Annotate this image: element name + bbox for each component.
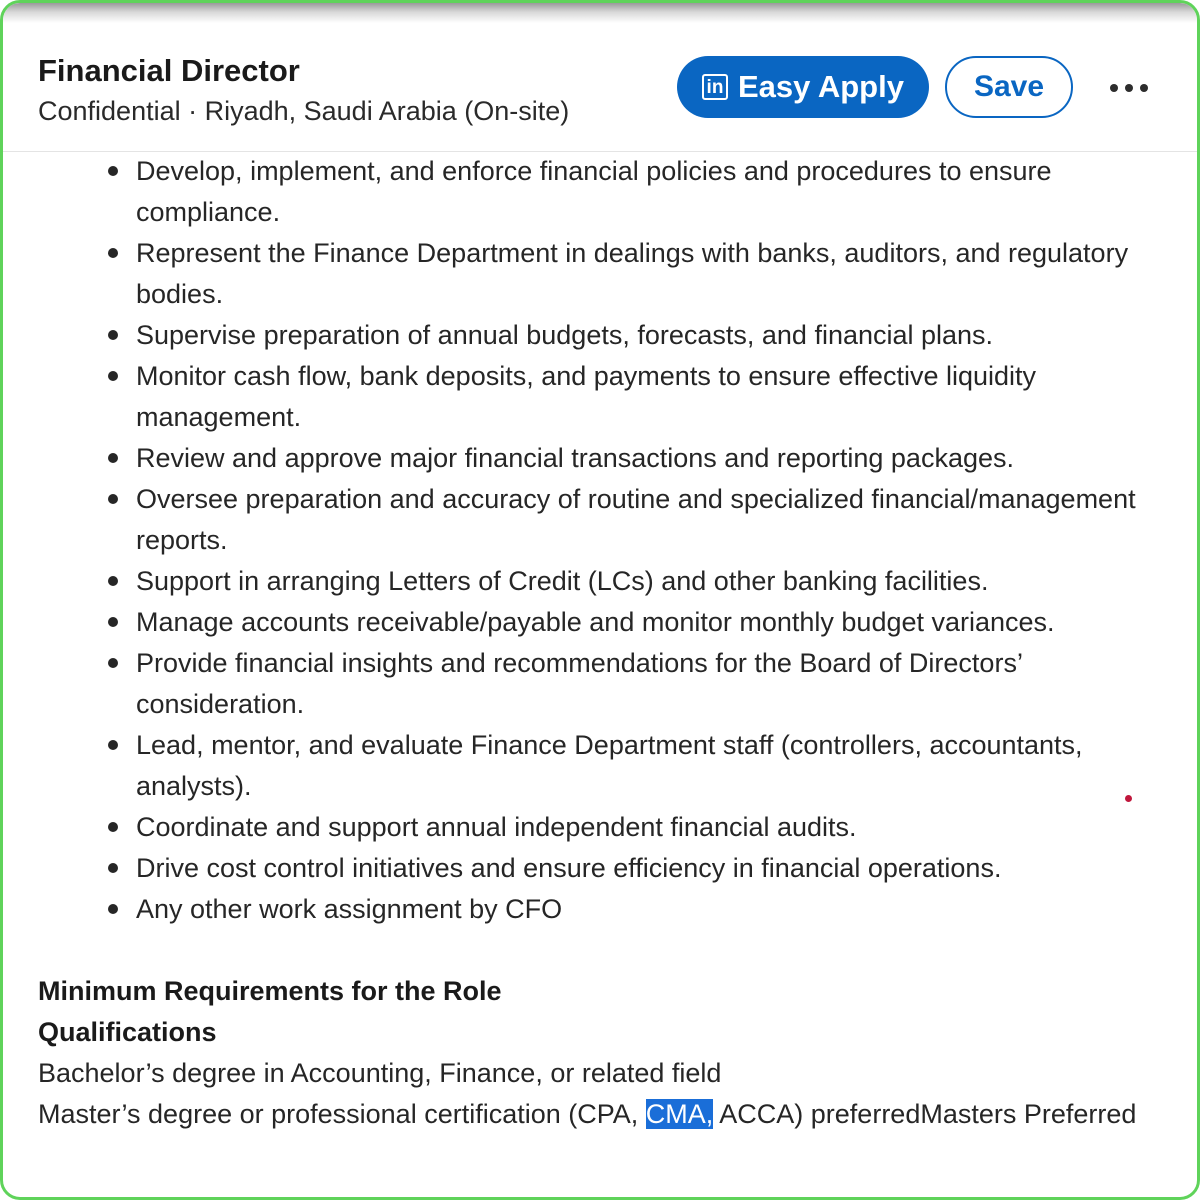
qualification-line: Bachelor’s degree in Accounting, Finance, or related field bbox=[38, 1058, 722, 1088]
job-subtitle: Confidential · Riyadh, Saudi Arabia (On-site) bbox=[38, 96, 570, 126]
qualifications-heading: Qualifications bbox=[38, 1017, 217, 1047]
list-item-continuation: compliance. bbox=[136, 197, 281, 227]
job-description bbox=[3, 151, 1197, 1197]
list-item: Support in arranging Letters of Credit (LCs) and other banking facilities. bbox=[3, 561, 1197, 602]
list-item: Represent the Finance Department in dealings with banks, auditors, and regulatory bbox=[3, 233, 1197, 274]
top-shadow-strip bbox=[3, 3, 1197, 23]
cursor-dot bbox=[1125, 795, 1132, 802]
requirements-heading: Minimum Requirements for the Role bbox=[38, 976, 502, 1006]
job-title[interactable]: Financial Director bbox=[38, 53, 300, 88]
selected-text-highlight[interactable]: CMA, bbox=[645, 1099, 714, 1129]
list-item: Lead, mentor, and evaluate Finance Department staff (controllers, accountants, bbox=[3, 725, 1197, 766]
more-options-icon[interactable] bbox=[1101, 71, 1157, 105]
easy-apply-label: Easy Apply bbox=[738, 69, 904, 104]
list-item: Manage accounts receivable/payable and monitor monthly budget variances. bbox=[3, 602, 1197, 643]
list-item-continuation: consideration. bbox=[136, 689, 305, 719]
save-label: Save bbox=[973, 70, 1045, 103]
list-item: Supervise preparation of annual budgets, forecasts, and financial plans. bbox=[3, 315, 1197, 356]
responsibilities-list bbox=[3, 151, 1197, 930]
list-item: Provide financial insights and recommendations for the Board of Directors’ bbox=[3, 643, 1197, 684]
list-item-continuation: bodies. bbox=[136, 279, 224, 309]
easy-apply-button[interactable] bbox=[677, 56, 929, 118]
list-item-continuation: analysts). bbox=[136, 771, 252, 801]
linkedin-icon: in bbox=[702, 74, 728, 100]
list-item: Any other work assignment by CFO bbox=[3, 889, 1197, 930]
list-item: Review and approve major financial transactions and reporting packages. bbox=[3, 438, 1197, 479]
save-button[interactable] bbox=[945, 56, 1073, 118]
list-item: Coordinate and support annual independent financial audits. bbox=[3, 807, 1197, 848]
qualification-line: Master’s degree or professional certification (CPA, CMA, ACCA) preferredMasters Preferred bbox=[38, 1099, 1137, 1129]
list-item: Develop, implement, and enforce financial policies and procedures to ensure bbox=[3, 151, 1197, 192]
list-item: Drive cost control initiatives and ensure efficiency in financial operations. bbox=[3, 848, 1197, 889]
list-item: Oversee preparation and accuracy of routine and specialized financial/management bbox=[3, 479, 1197, 520]
requirements-section bbox=[38, 971, 1168, 1135]
list-item: Monitor cash flow, bank deposits, and payments to ensure effective liquidity bbox=[3, 356, 1197, 397]
list-item-continuation: reports. bbox=[136, 525, 228, 555]
job-header bbox=[3, 23, 1197, 152]
list-item-continuation: management. bbox=[136, 402, 302, 432]
